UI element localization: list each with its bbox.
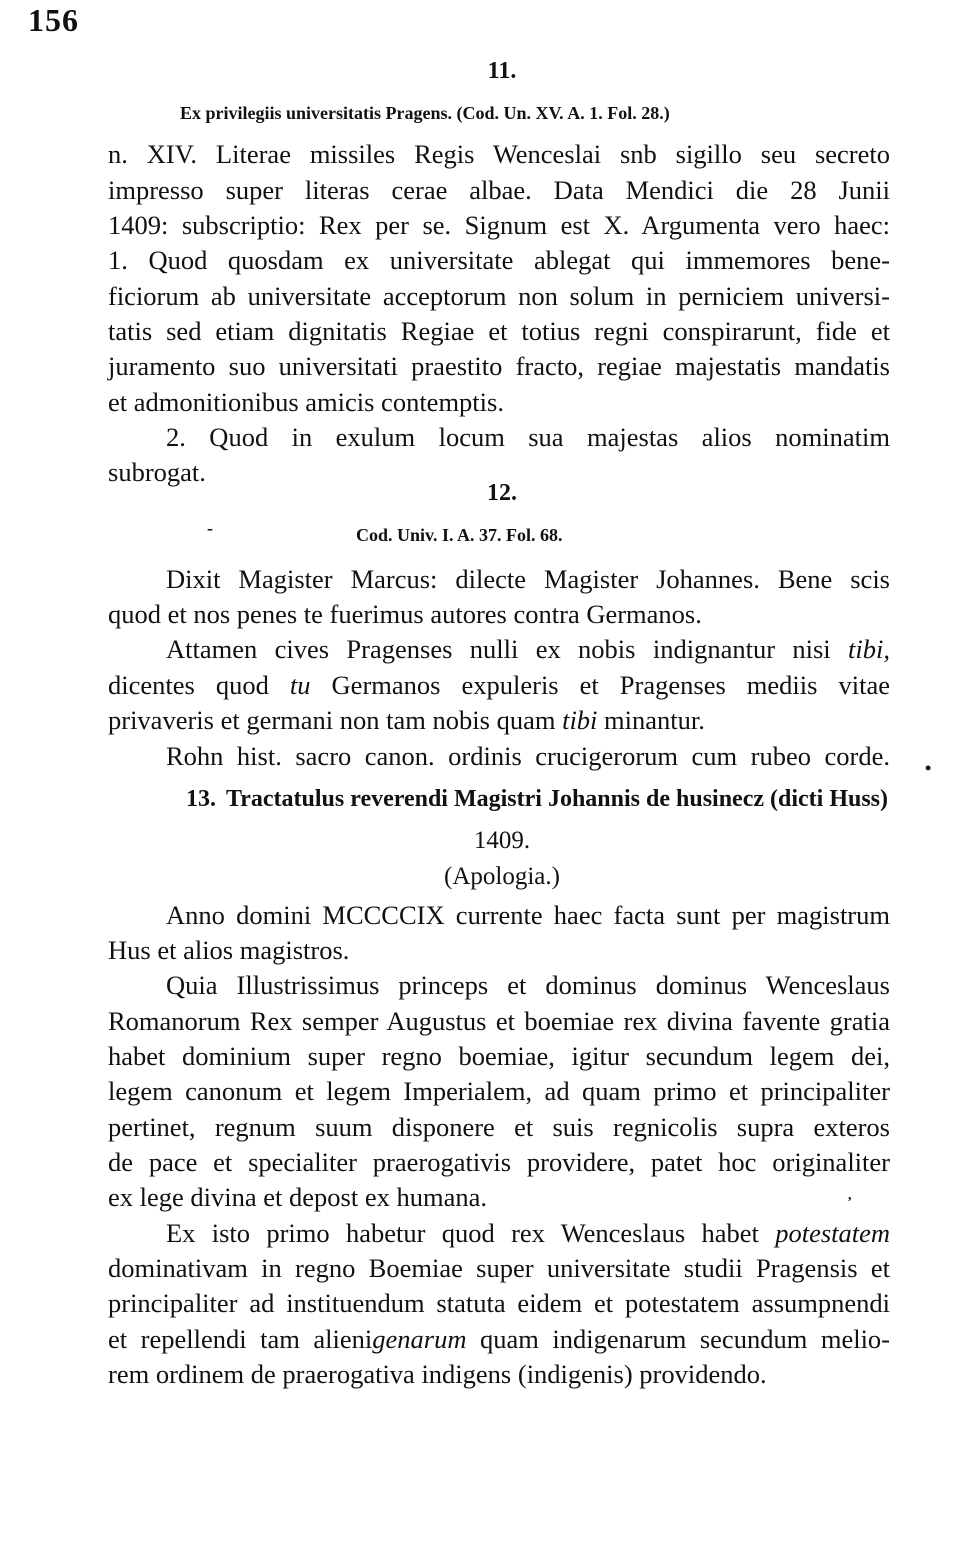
section-13-year: 1409. xyxy=(473,827,531,854)
section-12-source: Cod. Univ. I. A. 37. Fol. 68. xyxy=(356,525,563,545)
text-line: ex lege divina et depost ex humana. xyxy=(108,1182,487,1212)
italic-word: genarum xyxy=(372,1324,467,1354)
italic-word: tu xyxy=(289,670,311,700)
text-segment: Attamen cives Pragenses nulli ex nobis indignantur nisi xyxy=(166,634,831,664)
text-segment: minantur. xyxy=(604,705,705,735)
text-line: Rohn hist. sacro canon. ordinis crucigerorum cum rubeo corde. xyxy=(166,741,890,771)
stray-mark: , xyxy=(848,1188,852,1203)
text-line xyxy=(108,669,890,701)
section-11-number: 11. xyxy=(487,58,517,84)
text-line: rem ordinem de praerogativa indigens (indigenis) providendo. xyxy=(108,1359,767,1389)
text-line: legem canonum et legem Imperialem, ad quam primo et principaliter xyxy=(108,1076,890,1106)
text-segment: privaveris et germani non tam nobis quam xyxy=(108,705,556,735)
italic-word: tibi xyxy=(562,705,598,735)
side-mark: • xyxy=(925,758,932,778)
text-line: tatis sed etiam dignitatis Regiae et totius regni conspirarunt, fide et xyxy=(108,316,890,346)
text-line: pertinet, regnum suum disponere et suis regnicolis supra exteros xyxy=(108,1112,890,1142)
text-line: Quia Illustrissimus princeps et dominus dominus Wenceslaus xyxy=(166,970,890,1000)
text-line: Hus et alios magistros. xyxy=(108,935,350,965)
text-line: quod et nos penes te fuerimus autores contra Germanos. xyxy=(108,599,702,629)
section-13-heading xyxy=(186,786,888,813)
page-number: 156 xyxy=(28,2,79,38)
text-line: Anno domini MCCCCIX currente haec facta sunt per magistrum xyxy=(166,900,890,930)
section-13-title: Tractatulus reverendi Magistri Johannis de husinecz (dicti Huss) xyxy=(226,786,889,812)
text-line: juramento suo universitati praestito fracto, regiae majestatis mandatis xyxy=(108,351,890,381)
text-segment: et repellendi tam alieni xyxy=(108,1324,373,1354)
text-line: 1. Quod quosdam ex universitate ablegat qui immemores bene- xyxy=(108,245,890,275)
text-segment: Ex isto primo habetur quod rex Wenceslaus habet xyxy=(166,1218,759,1248)
text-line: Romanorum Rex semper Augustus et boemiae rex divina favente gratia xyxy=(108,1006,890,1036)
text-line: impresso super literas cerae albae. Data Mendici die 28 Junii xyxy=(108,175,890,205)
text-line xyxy=(166,1217,890,1249)
text-line: de pace et specialiter praerogativis providere, patet hoc originaliter xyxy=(108,1147,890,1177)
section-13-subtitle: (Apologia.) xyxy=(444,863,560,890)
section-12-number: 12. xyxy=(487,480,517,506)
section-13-number: 13. xyxy=(186,786,216,812)
text-line: et admonitionibus amicis contemptis. xyxy=(108,387,504,417)
text-line xyxy=(108,1323,890,1355)
text-line xyxy=(166,633,890,665)
text-line: 1409: subscriptio: Rex per se. Signum est X. Argumenta vero haec: xyxy=(108,210,890,240)
text-line: subrogat. xyxy=(108,457,206,487)
text-line: n. XIV. Literae missiles Regis Wenceslai snb sigillo seu secreto xyxy=(108,139,890,169)
text-line: habet dominium super regno boemiae, igitur secundum legem dei, xyxy=(108,1041,890,1071)
text-segment: quam indigenarum secundum melio- xyxy=(480,1324,891,1354)
text-line: dominativam in regno Boemiae super universitate studii Pragensis et xyxy=(108,1253,890,1283)
text-line: ficiorum ab universitate acceptorum non solum in perniciem universi- xyxy=(108,281,890,311)
text-line: 2. Quod in exulum locum sua majestas alios nominatim xyxy=(166,422,890,452)
italic-word: potestatem xyxy=(775,1218,891,1248)
italic-word: tibi, xyxy=(848,634,890,664)
text-line: Dixit Magister Marcus: dilecte Magister Johannes. Bene scis xyxy=(166,564,890,594)
text-segment: Germanos expuleris et Pragenses mediis vitae xyxy=(331,670,891,700)
text-line xyxy=(108,704,890,736)
section-12-mark: - xyxy=(207,518,213,538)
text-segment: dicentes quod xyxy=(108,670,269,700)
text-line: principaliter ad instituendum statuta eidem et potestatem assumpnendi xyxy=(108,1288,890,1318)
section-11-source: Ex privilegiis universitatis Pragens. (Cod. Un. XV. A. 1. Fol. 28.) xyxy=(180,103,670,123)
